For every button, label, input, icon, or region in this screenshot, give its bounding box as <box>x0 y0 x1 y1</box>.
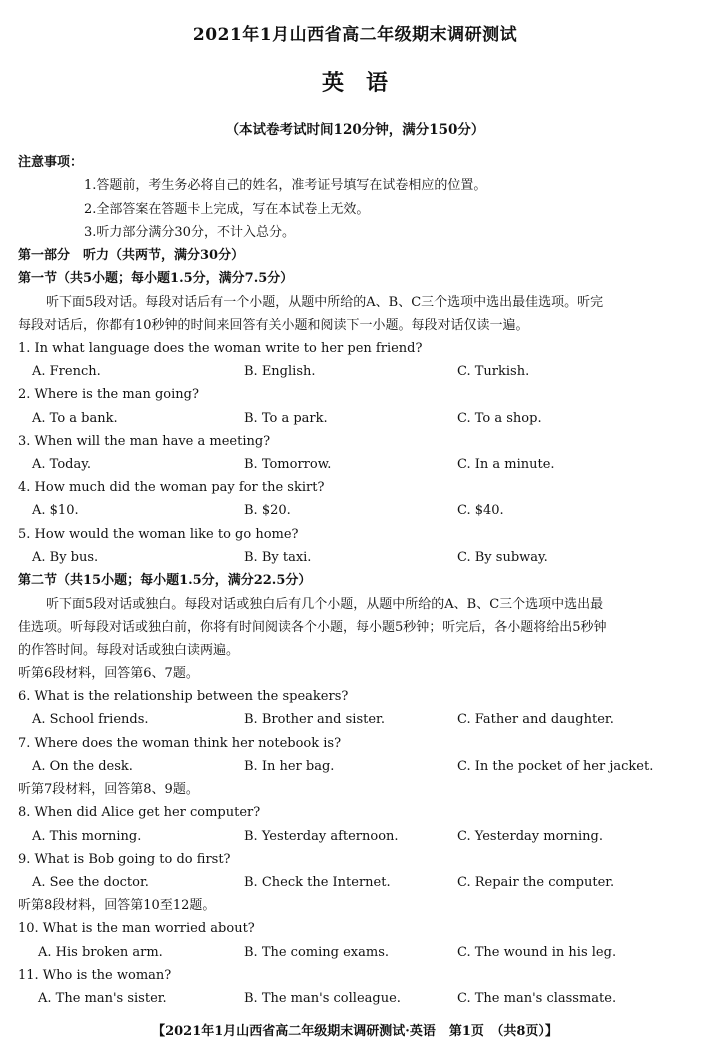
part1-heading: 第一部分 听力（共两节，满分30分） <box>18 248 245 263</box>
material-note: 听第7段材料，回答第8、9题。 <box>18 782 199 797</box>
option-c: C. By subway. <box>457 550 548 565</box>
option-a: A. $10. <box>32 503 79 518</box>
option-b: B. $20. <box>244 503 291 518</box>
question-text: 9. What is Bob going to do first? <box>18 852 231 867</box>
option-c: C. The man's classmate. <box>457 991 617 1006</box>
question-text: 8. When did Alice get her computer? <box>18 805 261 820</box>
option-b: B. The coming exams. <box>244 945 390 960</box>
notice-heading: 注意事项： <box>18 155 84 170</box>
section2-instruction: 听下面5段对话或独白。每段对话或独白后有几个小题，从题中所给的A、B、C三个选项中选出最 <box>46 597 604 612</box>
question-text: 3. When will the man have a meeting? <box>18 434 271 449</box>
option-a: A. To a bank. <box>32 411 118 426</box>
notice-item: 3.听力部分满分30分，不计入总分。 <box>84 225 295 240</box>
page-footer: 【2021年1月山西省高二年级期末调研测试·英语 第1页 （共8页）】 <box>152 1024 558 1039</box>
option-c: C. Turkish. <box>457 364 530 379</box>
option-a: A. See the doctor. <box>32 875 149 890</box>
option-b: B. Tomorrow. <box>244 457 332 472</box>
question-text: 7. Where does the woman think her notebook is? <box>18 736 342 751</box>
option-a: A. The man's sister. <box>38 991 167 1006</box>
section2-heading: 第二节（共15小题；每小题1.5分，满分22.5分） <box>18 573 312 588</box>
option-a: A. On the desk. <box>32 759 133 774</box>
option-c: C. The wound in his leg. <box>457 945 617 960</box>
section1-instruction: 每段对话后，你都有10秒钟的时间来回答有关小题和阅读下一小题。每段对话仅读一遍。 <box>18 318 529 333</box>
subject-title: 英语 <box>321 70 410 96</box>
question-text: 5. How would the woman like to go home? <box>18 527 299 542</box>
option-c: C. In the pocket of her jacket. <box>457 759 654 774</box>
option-b: B. To a park. <box>244 411 328 426</box>
section2-instruction: 佳选项。听每段对话或独白前，你将有时间阅读各个小题，每小题5秒钟；听完后，各小题将给出5秒钟 <box>18 620 607 635</box>
material-note: 听第8段材料，回答第10至12题。 <box>18 898 216 913</box>
option-b: B. Brother and sister. <box>244 712 385 727</box>
question-text: 6. What is the relationship between the speakers? <box>18 689 349 704</box>
notice-item: 1.答题前，考生务必将自己的姓名，准考证号填写在试卷相应的位置。 <box>84 178 487 193</box>
question-text: 1. In what language does the woman write to her pen friend? <box>18 341 423 356</box>
option-a: A. By bus. <box>32 550 99 565</box>
question-text: 4. How much did the woman pay for the skirt? <box>18 480 325 495</box>
option-c: C. In a minute. <box>457 457 555 472</box>
question-text: 10. What is the man worried about? <box>18 921 255 936</box>
option-c: C. Father and daughter. <box>457 712 614 727</box>
option-a: A. Today. <box>32 457 91 472</box>
option-c: C. $40. <box>457 503 504 518</box>
option-a: A. French. <box>32 364 101 379</box>
notice-item: 2.全部答案在答题卡上完成，写在本试卷上无效。 <box>84 202 370 217</box>
option-b: B. In her bag. <box>244 759 335 774</box>
question-text: 2. Where is the man going? <box>18 387 199 402</box>
time-note: （本试卷考试时间120分钟，满分150分） <box>225 122 485 138</box>
option-a: A. This morning. <box>32 829 142 844</box>
option-b: B. Yesterday afternoon. <box>244 829 399 844</box>
section2-instruction: 的作答时间。每段对话或独白读两遍。 <box>18 643 240 658</box>
option-a: A. His broken arm. <box>38 945 163 960</box>
option-c: C. To a shop. <box>457 411 542 426</box>
option-b: B. English. <box>244 364 316 379</box>
option-b: B. Check the Internet. <box>244 875 391 890</box>
option-c: C. Repair the computer. <box>457 875 615 890</box>
option-a: A. School friends. <box>32 712 149 727</box>
exam-title: 2021年1月山西省高二年级期末调研测试 <box>192 25 518 45</box>
question-text: 11. Who is the woman? <box>18 968 172 983</box>
section1-heading: 第一节（共5小题；每小题1.5分，满分7.5分） <box>18 271 294 286</box>
option-b: B. The man's colleague. <box>244 991 401 1006</box>
material-note: 听第6段材料，回答第6、7题。 <box>18 666 199 681</box>
option-b: B. By taxi. <box>244 550 312 565</box>
option-c: C. Yesterday morning. <box>457 829 603 844</box>
section1-instruction: 听下面5段对话。每段对话后有一个小题，从题中所给的A、B、C三个选项中选出最佳选项。听完 <box>46 295 604 310</box>
